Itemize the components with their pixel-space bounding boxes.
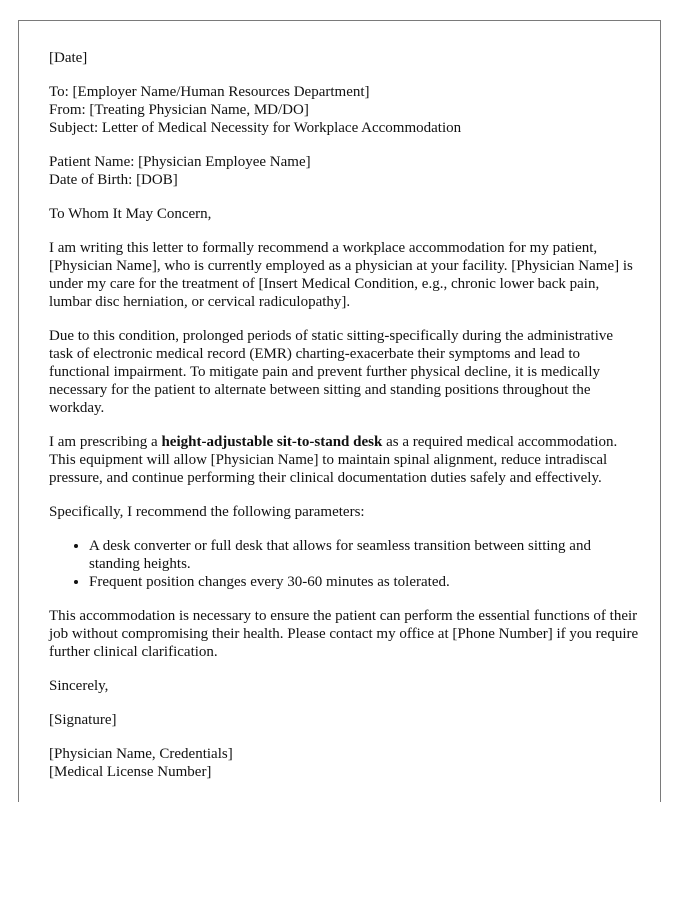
paragraph-necessity: This accommodation is necessary to ensure the patient can perform the essential functions of their job without compromising their health. Please contact my office at [Phone Number] if you require further clinical clarification.	[49, 608, 639, 660]
to-line: To: [Employer Name/Human Resources Department]	[49, 84, 370, 100]
signer-name: [Physician Name, Credentials]	[49, 746, 233, 762]
prescription-emphasis: height-adjustable sit-to-stand desk	[161, 434, 383, 450]
parameters-intro: Specifically, I recommend the following parameters:	[49, 504, 365, 520]
letter-date: [Date]	[49, 50, 88, 66]
letter-page	[18, 20, 661, 802]
signature-placeholder: [Signature]	[49, 712, 117, 728]
paragraph-condition: Due to this condition, prolonged periods of static sitting-specifically during the administrative task of electronic medical record (EMR) charting-exacerbate their symptoms and lead to functional impairment. To mitigate pain and prevent further physical decline, it is medically necessary for the patient to alternate between sitting and standing positions throughout the workday.	[49, 328, 614, 416]
parameter-item: • A desk converter or full desk that allows for seamless transition between sitting and standing heights.	[89, 537, 639, 573]
patient-name-line: Patient Name: [Physician Employee Name]	[49, 154, 311, 170]
paragraph-intro: I am writing this letter to formally recommend a workplace accommodation for my patient, [Physician Name], who is currently employed as a physician at your facility. [Physician Name] is under my care for the treatment of [Insert Medical Condition, e.g., chronic lower back pain, lumbar disc herniation, or cervical radiculopathy].	[49, 240, 633, 310]
signer-block	[49, 745, 639, 781]
parameter-item: • Frequent position changes every 30-60 minutes as tolerated.	[89, 573, 639, 591]
letter-header	[49, 83, 639, 137]
prescription-text-after: as a required medical accommodation. This equipment will allow [Physician Name] to maintain spinal alignment, reduce intradiscal pressure, and continue performing their clinical documentation duties safely and effectively.	[49, 434, 618, 486]
parameters-list	[49, 537, 639, 591]
closing: Sincerely,	[49, 678, 109, 694]
from-line: From: [Treating Physician Name, MD/DO]	[49, 102, 309, 118]
salutation: To Whom It May Concern,	[49, 206, 212, 222]
patient-info	[49, 153, 639, 189]
date-block	[49, 49, 639, 67]
paragraph-prescription	[49, 433, 639, 487]
prescription-text-before: I am prescribing a	[49, 434, 162, 450]
subject-line: Subject: Letter of Medical Necessity for Workplace Accommodation	[49, 120, 462, 136]
letter-body	[49, 49, 639, 797]
license-number: [Medical License Number]	[49, 764, 212, 780]
date-of-birth-line: Date of Birth: [DOB]	[49, 172, 178, 188]
